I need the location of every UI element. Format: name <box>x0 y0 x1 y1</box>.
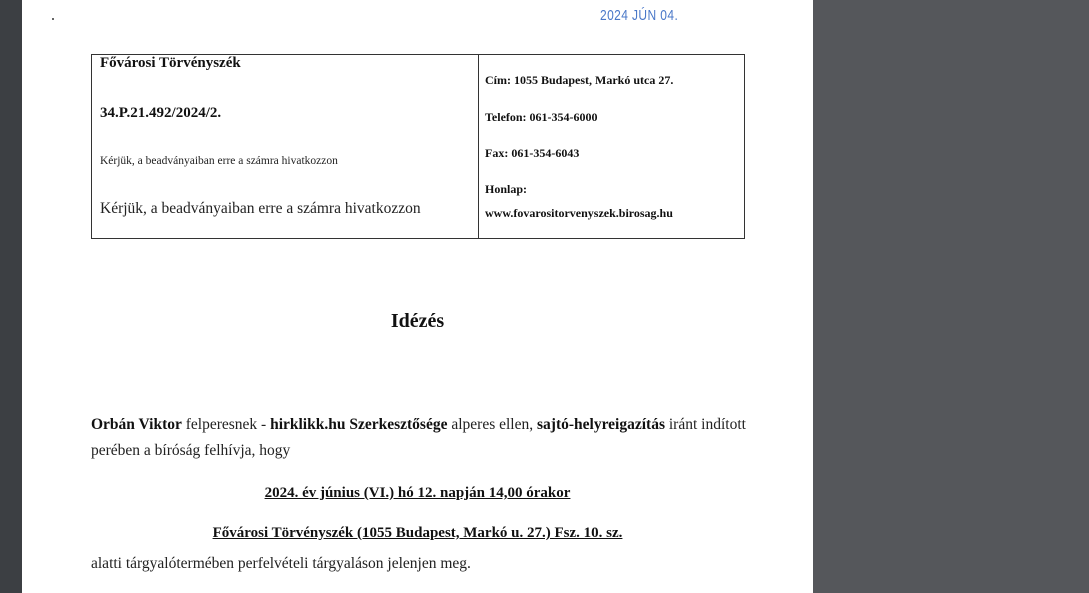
defendant-name: hirklikk.hu Szerkesztősége <box>270 416 448 433</box>
scan-speck <box>52 18 54 20</box>
text-segment: alperes ellen, <box>447 416 537 433</box>
reference-note-small: Kérjük, a beadványaiban erre a számra hivatkozzon <box>100 155 338 167</box>
court-phone: Telefon: 061-354-6000 <box>485 110 598 124</box>
hearing-place: Fővárosi Törvényszék (1055 Budapest, Markó u. 27.) Fsz. 10. sz. <box>212 525 623 541</box>
text-segment: felperesnek - <box>181 416 271 433</box>
case-number: 34.P.21.492/2024/2. <box>100 105 222 121</box>
reference-note-large: Kérjük, a beadványaiban erre a számra hivatkozzon <box>100 200 421 217</box>
court-website: www.fovarositorvenyszek.birosag.hu <box>485 206 673 220</box>
case-subject: sajtó-helyreigazítás <box>537 416 665 433</box>
closing-line: alatti tárgyalótermében perfelvételi tárgyaláson jelenjen meg. <box>91 555 471 572</box>
plaintiff-name: Orbán Viktor <box>91 416 182 433</box>
received-stamp: 2024 JÚN 04. <box>600 7 679 24</box>
court-address: Cím: 1055 Budapest, Markó utca 27. <box>485 73 674 87</box>
header-left-cell <box>92 55 479 238</box>
header-box <box>91 54 745 239</box>
left-gutter <box>0 0 22 593</box>
hearing-date: 2024. év június (VI.) hó 12. napján 14,00 órakor <box>264 485 571 501</box>
header-right-cell <box>479 55 744 238</box>
text-segment: iránt indított perében a bíróság felhívja, hogy <box>91 416 746 459</box>
court-name: Fővárosi Törvényszék <box>100 55 241 71</box>
document-title: Idézés <box>390 310 445 332</box>
viewer-background <box>813 0 1089 593</box>
website-label: Honlap: <box>485 182 528 196</box>
summons-paragraph <box>91 412 751 464</box>
court-fax: Fax: 061-354-6043 <box>485 146 580 160</box>
document-page <box>22 0 813 593</box>
